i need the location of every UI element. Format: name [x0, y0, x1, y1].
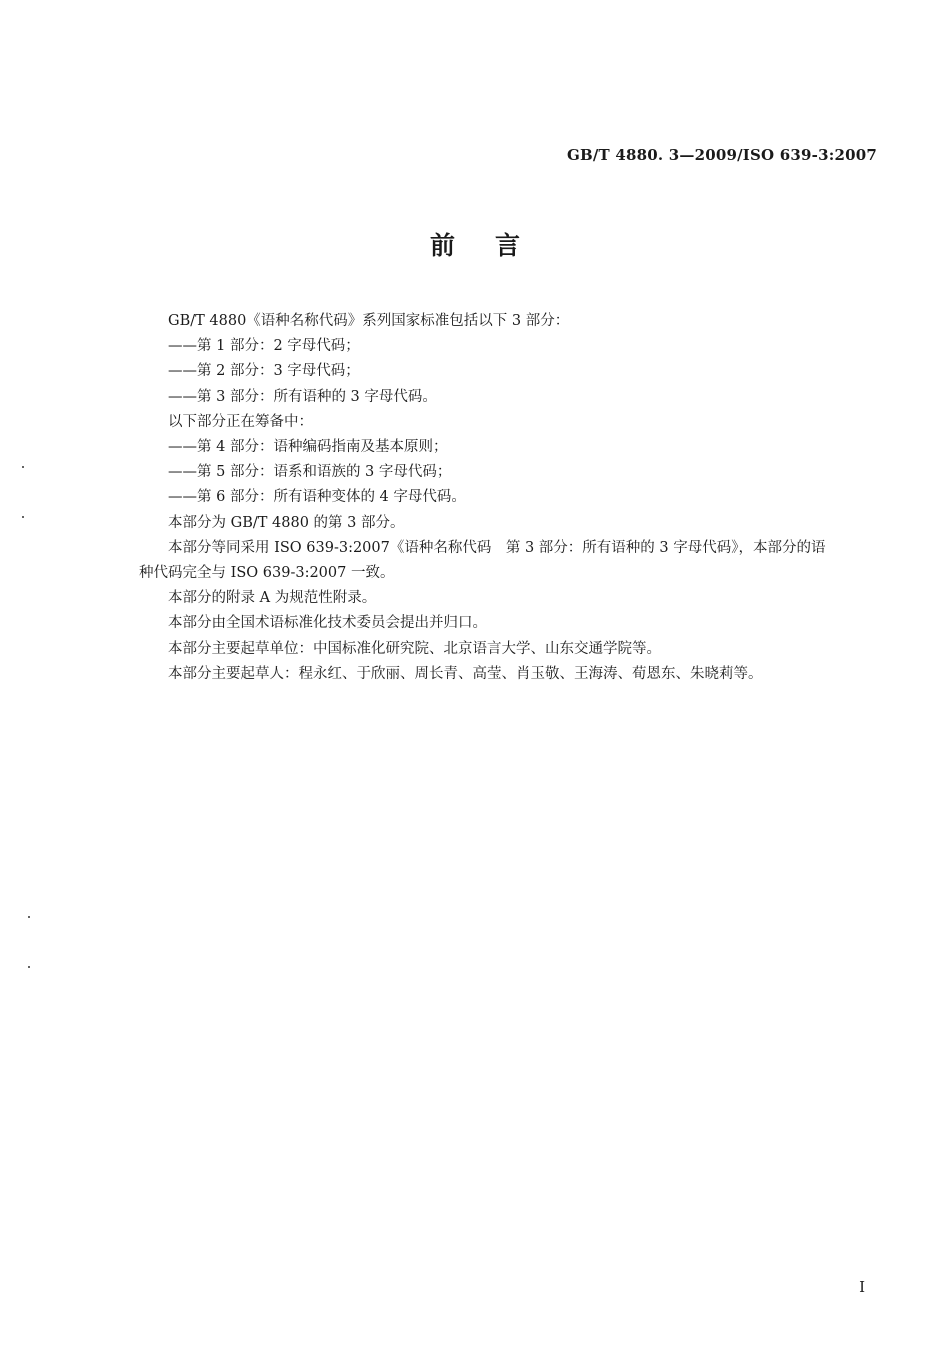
adoption-line-2: 种代码完全与 ISO 639-3:2007 一致。	[139, 565, 395, 582]
drafters: 本部分主要起草人：程永红、于欣丽、周长青、高莹、肖玉敬、王海涛、荀恩东、朱晓莉等。	[168, 665, 763, 682]
committee-statement: 本部分由全国术语标准化技术委员会提出并归口。	[168, 615, 487, 632]
scan-speck	[28, 916, 30, 918]
page-title: 前言	[429, 231, 560, 260]
annex-statement: 本部分的附录 A 为规范性附录。	[168, 590, 377, 607]
scan-speck	[22, 516, 24, 518]
adoption-line-1: 本部分等同采用 ISO 639-3:2007《语种名称代码 第 3 部分：所有语种的 3 字母代码》，本部分的语	[168, 539, 826, 556]
drafting-units: 本部分主要起草单位：中国标准化研究院、北京语言大学、山东交通学院等。	[168, 640, 661, 657]
intro-paragraph: GB/T 4880《语种名称代码》系列国家标准包括以下 3 部分：	[168, 313, 570, 329]
page-number: I	[859, 1278, 865, 1296]
standard-code: GB/T 4880. 3—2009/ISO 639-3:2007	[566, 146, 877, 164]
preparing-part-4: ——第 4 部分：语种编码指南及基本原则；	[168, 439, 448, 456]
published-part-2: ——第 2 部分：3 字母代码；	[168, 363, 360, 380]
scan-speck	[28, 966, 30, 968]
this-part-statement: 本部分为 GB/T 4880 的第 3 部分。	[168, 514, 405, 531]
foreword-body	[139, 309, 880, 687]
preparing-part-6: ——第 6 部分：所有语种变体的 4 字母代码。	[168, 489, 466, 506]
published-part-1: ——第 1 部分：2 字母代码；	[168, 338, 360, 355]
published-part-3: ——第 3 部分：所有语种的 3 字母代码。	[168, 388, 437, 405]
in-preparation-intro: 以下部分正在筹备中：	[168, 413, 313, 430]
scan-speck	[22, 466, 24, 468]
preparing-part-5: ——第 5 部分：语系和语族的 3 字母代码；	[168, 464, 452, 481]
